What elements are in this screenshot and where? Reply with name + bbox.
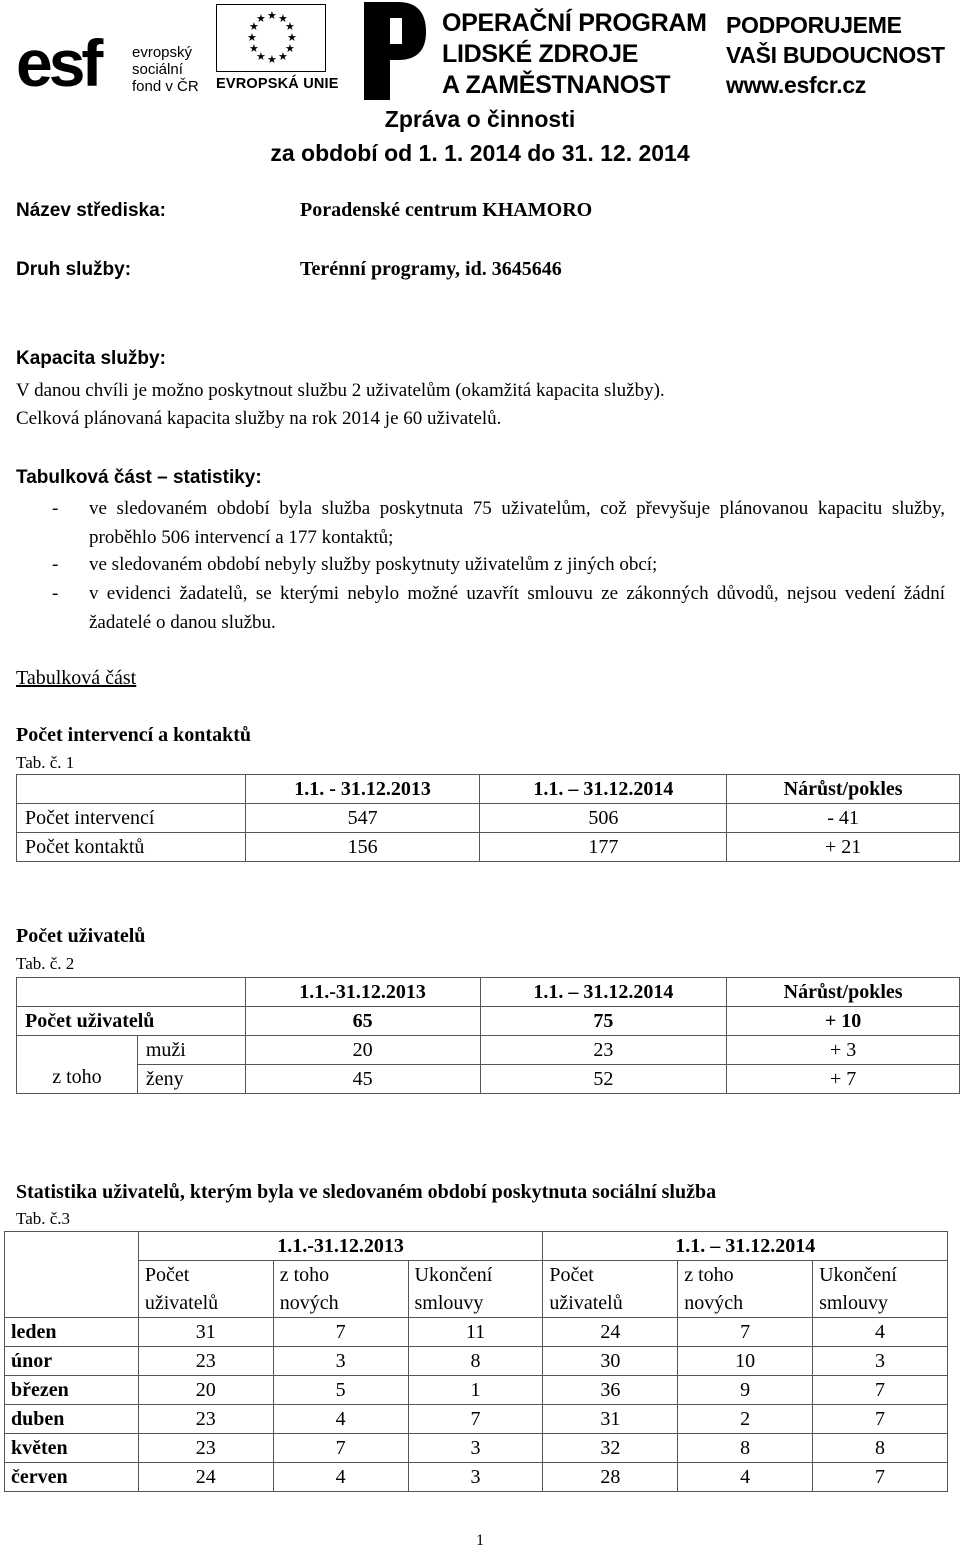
table-cell: 8 [813,1434,948,1463]
table-row [5,1405,948,1434]
svg-text:★: ★ [287,32,297,44]
op-line: LIDSKÉ ZDROJE [442,40,639,68]
table-row [5,1463,948,1492]
eu-flag-icon [216,4,326,72]
table-cell: 20 [138,1376,273,1405]
table-cell: Počet uživatelů [17,1007,246,1036]
table-cell: 10 [678,1347,813,1376]
table-cell [5,1232,139,1318]
table-cell: 7 [813,1463,948,1492]
capacity-line: V danou chvíli je možno poskytnout službu 2 uživatelům (okamžitá kapacita služby). [16,380,665,401]
slogan-line: VAŠI BUDOUCNOST [726,42,945,68]
table-header-cell: 1.1. – 31.12.2014 [480,775,727,804]
table-subheader-cell [408,1261,543,1318]
slogan-link[interactable]: www.esfcr.cz [726,72,867,98]
table-subheader-cell [678,1261,813,1318]
table-cell: 7 [273,1318,408,1347]
table-cell: ženy [137,1065,245,1094]
subheader-line: nových [279,1292,339,1314]
table-row [5,1347,948,1376]
table-header-cell: 1.1.-31.12.2013 [245,978,480,1007]
slogan [726,10,945,100]
table-cell: 23 [480,1036,727,1065]
op-logo-icon [364,2,432,100]
table-cell: 5 [273,1376,408,1405]
section-title: Tabulková část [16,667,137,689]
subheader-line: smlouvy [819,1292,888,1314]
table-row [5,1434,948,1463]
table-cell: 4 [813,1318,948,1347]
esf-text [132,44,199,95]
table-cell: 177 [480,833,727,862]
stats-item: ve sledovaném období byla služba poskytnuta 75 uživatelům, což převyšuje plánovanou kapacitu služby, proběhlo 506 intervencí a 177 kontaktů; [89,498,945,548]
report-period: za období od 1. 1. 2014 do 31. 12. 2014 [270,140,690,166]
capacity-line: Celková plánovaná kapacita služby na rok 2014 je 60 uživatelů. [16,408,502,429]
table-cell: 3 [408,1463,543,1492]
table-cell: 7 [813,1376,948,1405]
center-value: Poradenské centrum KHAMORO [300,199,593,221]
table-cell: 9 [678,1376,813,1405]
table-cell: 20 [245,1036,480,1065]
table1-heading: Počet intervencí a kontaktů [16,724,251,746]
table-users [16,977,960,1094]
table-row [17,1007,960,1036]
subheader-line: Ukončení [414,1264,493,1286]
op-title [442,8,707,101]
table-cell: 3 [408,1434,543,1463]
svg-text:★: ★ [249,43,259,55]
subheader-line: z toho [684,1264,734,1286]
month-cell: květen [5,1434,139,1463]
table-cell: 32 [543,1434,678,1463]
capacity-heading: Kapacita služby: [16,348,166,369]
table-cell: 52 [480,1065,727,1094]
subheader-line: Ukončení [819,1264,897,1286]
table-header-cell: 1.1. – 31.12.2014 [543,1232,948,1261]
table-subheader-cell [273,1261,408,1318]
table-body [5,1318,948,1492]
service-label: Druh služby: [16,259,132,280]
table-row [17,833,960,862]
svg-text:★: ★ [278,51,288,63]
table-cell: Počet intervencí [17,804,246,833]
table-row [17,1036,960,1065]
table-cell: 24 [138,1463,273,1492]
table-cell: 45 [245,1065,480,1094]
table-cell: 24 [543,1318,678,1347]
subheader-line: Počet [144,1264,190,1286]
subheader-line: Počet [549,1264,594,1286]
table-cell: 28 [543,1463,678,1492]
table-row [5,1318,948,1347]
bullet-dash: - [52,583,59,604]
table-cell [17,978,246,1007]
table-cell: - 41 [727,804,960,833]
esf-text-line: evropský [132,44,193,61]
table-row [5,1376,948,1405]
table-subheader-cell [543,1261,678,1318]
subheader-line: uživatelů [144,1292,219,1314]
table-header-row [17,978,960,1007]
stats-item: ve sledovaném období nebyly služby poskytnuty uživatelům z jiných obcí; [89,554,658,575]
table-cell: 2 [678,1405,813,1434]
table-cell: 506 [480,804,727,833]
op-line: A ZAMĚSTNANOST [442,71,671,99]
svg-text:★: ★ [278,13,288,25]
table-cell: 1 [408,1376,543,1405]
logo-bar [0,0,960,104]
center-label: Název střediska: [16,200,166,221]
page-number: 1 [476,1532,484,1549]
table-subheader-row [5,1261,948,1318]
table3-heading: Statistika uživatelů, kterým byla ve sledovaném období poskytnuta sociální služba [16,1181,717,1203]
table-cell: 75 [480,1007,727,1036]
subheader-line: uživatelů [549,1292,623,1314]
esf-logo-icon [14,6,124,98]
table-subheader-cell [813,1261,948,1318]
svg-text:★: ★ [285,43,295,55]
table-header-row [5,1232,948,1261]
service-value: Terénní programy, id. 3645646 [300,258,562,280]
subheader-line: nových [684,1292,744,1314]
table-cell: 547 [245,804,480,833]
month-cell: červen [5,1463,139,1492]
table-cell: 156 [245,833,480,862]
table-cell: 7 [678,1318,813,1347]
table-cell: 4 [678,1463,813,1492]
bullet-dash: - [52,498,59,519]
svg-text:★: ★ [267,10,277,22]
svg-text:esf: esf [16,26,100,98]
table-cell: 23 [138,1347,273,1376]
svg-text:★: ★ [256,13,266,25]
table-cell: 31 [543,1405,678,1434]
table3-number: Tab. č.3 [16,1209,71,1228]
table-header-cell: Nárůst/pokles [727,978,960,1007]
table-row [17,804,960,833]
esf-text-line: fond v ČR [132,78,199,95]
table-cell [17,775,246,804]
esf-text-line: sociální [132,61,183,78]
table2-heading: Počet uživatelů [16,925,146,947]
table-cell: 23 [138,1405,273,1434]
report-title: Zpráva o činnosti [384,106,576,132]
table-cell: 36 [543,1376,678,1405]
svg-text:★: ★ [249,21,259,33]
table-cell: 4 [273,1463,408,1492]
table-cell: 8 [678,1434,813,1463]
table-cell: 30 [543,1347,678,1376]
table-cell: muži [137,1036,245,1065]
table1-number: Tab. č. 1 [16,753,75,772]
month-cell: leden [5,1318,139,1347]
subheader-line: smlouvy [414,1292,484,1314]
table-cell: + 10 [727,1007,960,1036]
table-row [17,1065,960,1094]
stats-heading: Tabulková část – statistiky: [16,467,262,488]
table-cell: + 7 [727,1065,960,1094]
subheader-line: z toho [279,1264,330,1286]
table-cell: 4 [273,1405,408,1434]
table-cell: 31 [138,1318,273,1347]
month-cell: duben [5,1405,139,1434]
table-cell: 3 [813,1347,948,1376]
slogan-line: PODPORUJEME [726,12,902,38]
month-cell: únor [5,1347,139,1376]
table-cell: Počet kontaktů [17,833,246,862]
eu-label: EVROPSKÁ UNIE [216,76,339,92]
table-cell: 65 [245,1007,480,1036]
bullet-dash: - [52,554,59,575]
table2-number: Tab. č. 2 [16,954,75,973]
table-cell: 7 [813,1405,948,1434]
table-monthly-stats [4,1231,948,1492]
table-header-cell: 1.1. - 31.12.2013 [245,775,480,804]
table-header-cell: Nárůst/pokles [727,775,960,804]
table-cell: z toho [17,1036,138,1094]
table-cell: 8 [408,1347,543,1376]
table-cell: 23 [138,1434,273,1463]
table-header-row [17,775,960,804]
table-cell: 7 [273,1434,408,1463]
svg-text:★: ★ [256,51,266,63]
table-cell: + 21 [727,833,960,862]
table-cell: + 3 [727,1036,960,1065]
svg-text:★: ★ [285,21,295,33]
svg-text:★: ★ [247,32,257,44]
table-cell: 3 [273,1347,408,1376]
month-cell: březen [5,1376,139,1405]
table-cell: 11 [408,1318,543,1347]
table-cell: 7 [408,1405,543,1434]
table-header-cell: 1.1. – 31.12.2014 [480,978,727,1007]
table-subheader-cell [138,1261,273,1318]
svg-text:★: ★ [267,54,277,66]
table-header-cell: 1.1.-31.12.2013 [138,1232,543,1261]
table-interventions [16,774,960,862]
op-line: OPERAČNÍ PROGRAM [442,9,707,37]
stats-item: v evidenci žadatelů, se kterými nebylo možné uzavřít smlouvu ze zákonných důvodů, nejsou vedení žádní žadatelé o danou službu. [89,583,945,633]
